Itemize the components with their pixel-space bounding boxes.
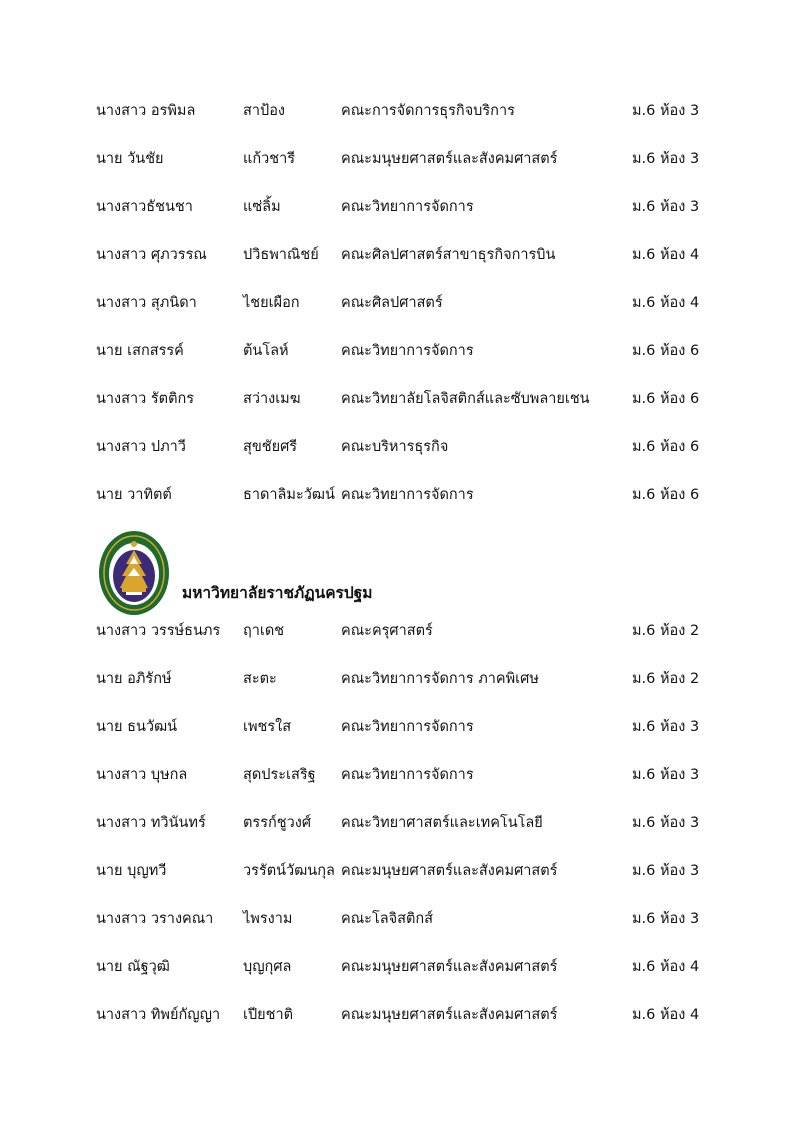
student-name: นาย วันชัย bbox=[96, 151, 164, 167]
student-class: ม.6 ห้อง 3 bbox=[632, 815, 700, 831]
student-class: ม.6 ห้อง 3 bbox=[632, 103, 700, 119]
student-faculty: คณะวิทยาการจัดการ bbox=[341, 719, 474, 735]
student-surname: บุญกุศล bbox=[243, 959, 292, 975]
student-faculty: คณะมนุษยศาสตร์และสังคมศาสตร์ bbox=[341, 1007, 558, 1023]
student-class: ม.6 ห้อง 6 bbox=[632, 487, 700, 503]
student-class: ม.6 ห้อง 3 bbox=[632, 719, 700, 735]
student-class: ม.6 ห้อง 4 bbox=[632, 1007, 700, 1023]
student-faculty: คณะวิทยาการจัดการ bbox=[341, 343, 474, 359]
student-name: นางสาว วรรษ์ธนภร bbox=[96, 623, 221, 639]
student-row bbox=[0, 861, 804, 909]
student-row bbox=[0, 101, 804, 149]
student-surname: สุดประเสริฐ bbox=[243, 767, 316, 783]
student-name: นางสาว รัตติกร bbox=[96, 391, 195, 407]
student-surname: สุขชัยศรี bbox=[243, 439, 298, 455]
university-header bbox=[98, 530, 598, 620]
student-name: นางสาว ปภาวี bbox=[96, 439, 186, 455]
student-class: ม.6 ห้อง 3 bbox=[632, 151, 700, 167]
student-row bbox=[0, 245, 804, 293]
student-faculty: คณะมนุษยศาสตร์และสังคมศาสตร์ bbox=[341, 151, 558, 167]
student-surname: ตรรก์ชูวงศ์ bbox=[243, 815, 312, 831]
student-surname: ต้นโลห์ bbox=[243, 343, 289, 359]
student-row bbox=[0, 437, 804, 485]
student-surname: สะตะ bbox=[243, 671, 277, 687]
student-class: ม.6 ห้อง 3 bbox=[632, 767, 700, 783]
university-title: มหาวิทยาลัยราชภัฏนครปฐม bbox=[182, 584, 373, 602]
student-class: ม.6 ห้อง 2 bbox=[632, 671, 700, 687]
student-faculty: คณะโลจิสติกส์ bbox=[341, 911, 434, 927]
student-row bbox=[0, 485, 804, 533]
student-name: นาย ณัฐวุฒิ bbox=[96, 959, 170, 975]
student-faculty: คณะบริหารธุรกิจ bbox=[341, 439, 449, 455]
student-row bbox=[0, 621, 804, 669]
student-row bbox=[0, 149, 804, 197]
student-faculty: คณะวิทยาการจัดการ ภาคพิเศษ bbox=[341, 671, 539, 687]
student-surname: แซ่ลิ้ม bbox=[243, 199, 281, 215]
student-faculty: คณะวิทยาลัยโลจิสติกส์และซับพลายเชน bbox=[341, 391, 590, 407]
student-surname: เปียชาติ bbox=[243, 1007, 294, 1023]
student-row bbox=[0, 669, 804, 717]
university-logo-icon bbox=[98, 530, 170, 616]
student-class: ม.6 ห้อง 2 bbox=[632, 623, 700, 639]
student-name: นางสาวธัชนชา bbox=[96, 199, 193, 215]
student-surname: ฤาเดช bbox=[243, 623, 285, 639]
student-row bbox=[0, 341, 804, 389]
student-surname: สาป้อง bbox=[243, 103, 285, 119]
student-name: นาย อภิรักษ์ bbox=[96, 671, 172, 687]
student-row bbox=[0, 765, 804, 813]
student-row bbox=[0, 717, 804, 765]
student-name: นาย ธนวัฒน์ bbox=[96, 719, 178, 735]
student-row bbox=[0, 293, 804, 341]
student-faculty: คณะวิทยาการจัดการ bbox=[341, 487, 474, 503]
student-faculty: คณะวิทยาศาสตร์และเทคโนโลยี bbox=[341, 815, 543, 831]
student-faculty: คณะวิทยาการจัดการ bbox=[341, 199, 474, 215]
student-list-section-1 bbox=[0, 101, 804, 533]
student-row bbox=[0, 813, 804, 861]
student-list-section-2 bbox=[0, 621, 804, 1053]
student-name: นางสาว บุษกล bbox=[96, 767, 188, 783]
student-class: ม.6 ห้อง 3 bbox=[632, 199, 700, 215]
student-name: นาย วาทิตต์ bbox=[96, 487, 172, 503]
student-name: นางสาว อรพิมล bbox=[96, 103, 196, 119]
student-row bbox=[0, 389, 804, 437]
student-name: นางสาว ทวินันทร์ bbox=[96, 815, 206, 831]
student-row bbox=[0, 197, 804, 245]
student-name: นางสาว วรางคณา bbox=[96, 911, 214, 927]
student-surname: ปวิธพาณิชย์ bbox=[243, 247, 319, 263]
student-row bbox=[0, 957, 804, 1005]
student-surname: แก้วชารี bbox=[243, 151, 296, 167]
student-faculty: คณะมนุษยศาสตร์และสังคมศาสตร์ bbox=[341, 863, 558, 879]
student-faculty: คณะวิทยาการจัดการ bbox=[341, 767, 474, 783]
student-faculty: คณะศิลปศาสตร์ bbox=[341, 295, 443, 311]
student-row bbox=[0, 1005, 804, 1053]
student-class: ม.6 ห้อง 4 bbox=[632, 295, 700, 311]
student-faculty: คณะการจัดการธุรกิจบริการ bbox=[341, 103, 515, 119]
student-surname: เพชรใส bbox=[243, 719, 292, 735]
student-faculty: คณะศิลปศาสตร์สาขาธุรกิจการบิน bbox=[341, 247, 556, 263]
student-class: ม.6 ห้อง 3 bbox=[632, 863, 700, 879]
student-class: ม.6 ห้อง 6 bbox=[632, 439, 700, 455]
student-surname: ไพรงาม bbox=[243, 911, 293, 927]
student-class: ม.6 ห้อง 6 bbox=[632, 391, 700, 407]
student-surname: ธาดาลิมะวัฒน์ bbox=[243, 487, 335, 503]
student-name: นางสาว ศุภวรรณ bbox=[96, 247, 207, 263]
student-name: นางสาว สุภนิดา bbox=[96, 295, 197, 311]
student-faculty: คณะมนุษยศาสตร์และสังคมศาสตร์ bbox=[341, 959, 558, 975]
student-name: นางสาว ทิพย์กัญญา bbox=[96, 1007, 221, 1023]
student-surname: วรรัตน์วัฒนกุล bbox=[243, 863, 335, 879]
student-row bbox=[0, 909, 804, 957]
student-class: ม.6 ห้อง 3 bbox=[632, 911, 700, 927]
student-class: ม.6 ห้อง 4 bbox=[632, 959, 700, 975]
student-name: นาย เสกสรรค์ bbox=[96, 343, 184, 359]
student-surname: ไชยเผือก bbox=[243, 295, 300, 311]
student-class: ม.6 ห้อง 6 bbox=[632, 343, 700, 359]
student-name: นาย บุญทวี bbox=[96, 863, 167, 879]
student-class: ม.6 ห้อง 4 bbox=[632, 247, 700, 263]
student-faculty: คณะครุศาสตร์ bbox=[341, 623, 433, 639]
student-surname: สว่างเมฆ bbox=[243, 391, 301, 407]
